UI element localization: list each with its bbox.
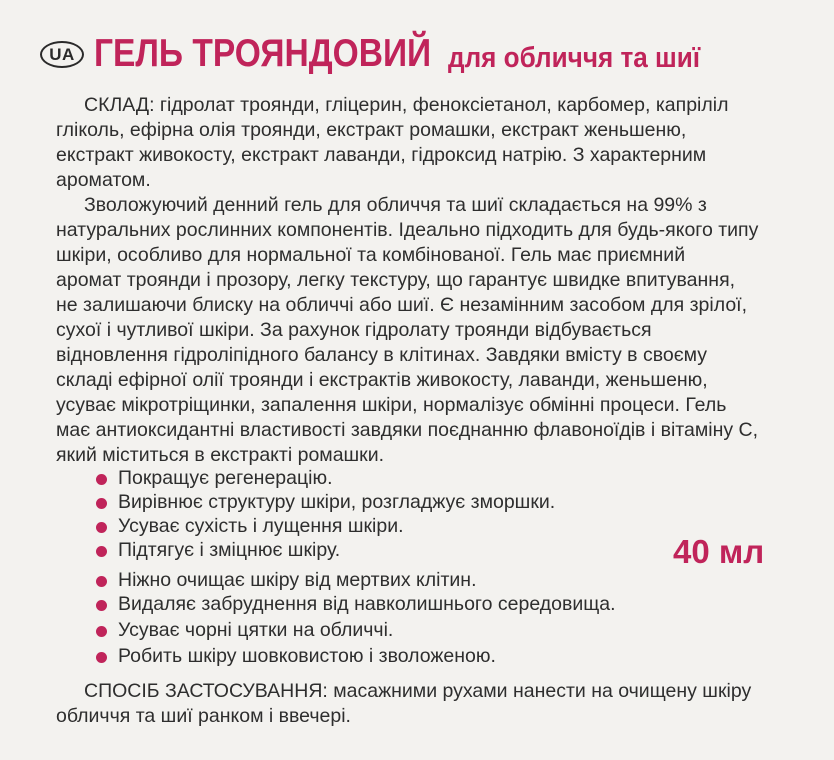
description-line: має антиоксидантні властивості завдяки поєднанню флавоноїдів і вітаміну С, bbox=[56, 419, 759, 441]
benefit-item: Підтягує і зміцнює шкіру. bbox=[118, 539, 341, 561]
product-subtitle: для обличчя та шиї bbox=[448, 42, 701, 74]
usage-line: СПОСІБ ЗАСТОСУВАННЯ: масажними рухами нанести на очищену шкіру bbox=[84, 680, 752, 702]
ua-language-badge: UA bbox=[40, 41, 84, 68]
bullet-dot-icon bbox=[96, 546, 107, 557]
description-line: аромат троянди і прозору, легку текстуру, що гарантує швидке впитування, bbox=[56, 269, 736, 291]
usage-line: обличчя та шиї ранком і ввечері. bbox=[56, 705, 351, 727]
product-title: ГЕЛЬ ТРОЯНДОВИЙ bbox=[94, 32, 432, 75]
benefit-item: Покращує регенерацію. bbox=[118, 467, 333, 489]
bullet-dot-icon bbox=[96, 522, 107, 533]
bullet-dot-icon bbox=[96, 498, 107, 509]
volume-label: 40 мл bbox=[673, 533, 765, 570]
description-line: шкіри, особливо для нормальної та комбінованої. Гель має приємний bbox=[56, 244, 686, 266]
benefit-item: Вирівнює структуру шкіри, розгладжує зморшки. bbox=[118, 491, 556, 513]
benefit-item: Видаляє забруднення від навколишнього середовища. bbox=[118, 593, 616, 615]
bullet-dot-icon bbox=[96, 474, 107, 485]
bullet-dot-icon bbox=[96, 600, 107, 611]
composition-line: СКЛАД: гідролат троянди, гліцерин, феноксіетанол, карбомер, капріліл bbox=[84, 94, 729, 116]
description-line: відновлення гідроліпідного балансу в клітинах. Завдяки вмісту в своєму bbox=[56, 344, 708, 366]
composition-line: екстракт живокосту, екстракт лаванди, гідроксид натрію. З характерним bbox=[56, 144, 707, 166]
product-header bbox=[40, 34, 728, 73]
benefit-item: Усуває сухість і лущення шкіри. bbox=[118, 515, 404, 537]
composition-line: ароматом. bbox=[56, 169, 151, 191]
benefit-item: Робить шкіру шовковистою і зволоженою. bbox=[118, 645, 496, 667]
description-line: натуральних рослинних компонентів. Ідеально підходить для будь-якого типу bbox=[56, 219, 759, 241]
description-line: Зволожуючий денний гель для обличчя та шиї складається на 99% з bbox=[84, 194, 707, 216]
benefit-item: Ніжно очищає шкіру від мертвих клітин. bbox=[118, 569, 477, 591]
description-line: складі ефірної олії троянди і екстрактів живокосту, лаванди, женьшеню, bbox=[56, 369, 708, 391]
description-line: сухої і чутливої шкіри. За рахунок гідролату троянди відбувається bbox=[56, 319, 652, 341]
benefit-item: Усуває чорні цятки на обличчі. bbox=[118, 619, 394, 641]
bullet-dot-icon bbox=[96, 652, 107, 663]
composition-line: гліколь, ефірна олія троянди, екстракт ромашки, екстракт женьшеню, bbox=[56, 119, 687, 141]
description-line: не залишаючи блиску на обличчі або шиї. Є незамінним засобом для зрілої, bbox=[56, 294, 748, 316]
bullet-dot-icon bbox=[96, 576, 107, 587]
description-line: усуває мікротріщинки, запалення шкіри, нормалізує обмінні процеси. Гель bbox=[56, 394, 727, 416]
bullet-dot-icon bbox=[96, 626, 107, 637]
description-line: який міститься в екстракті ромашки. bbox=[56, 444, 385, 466]
